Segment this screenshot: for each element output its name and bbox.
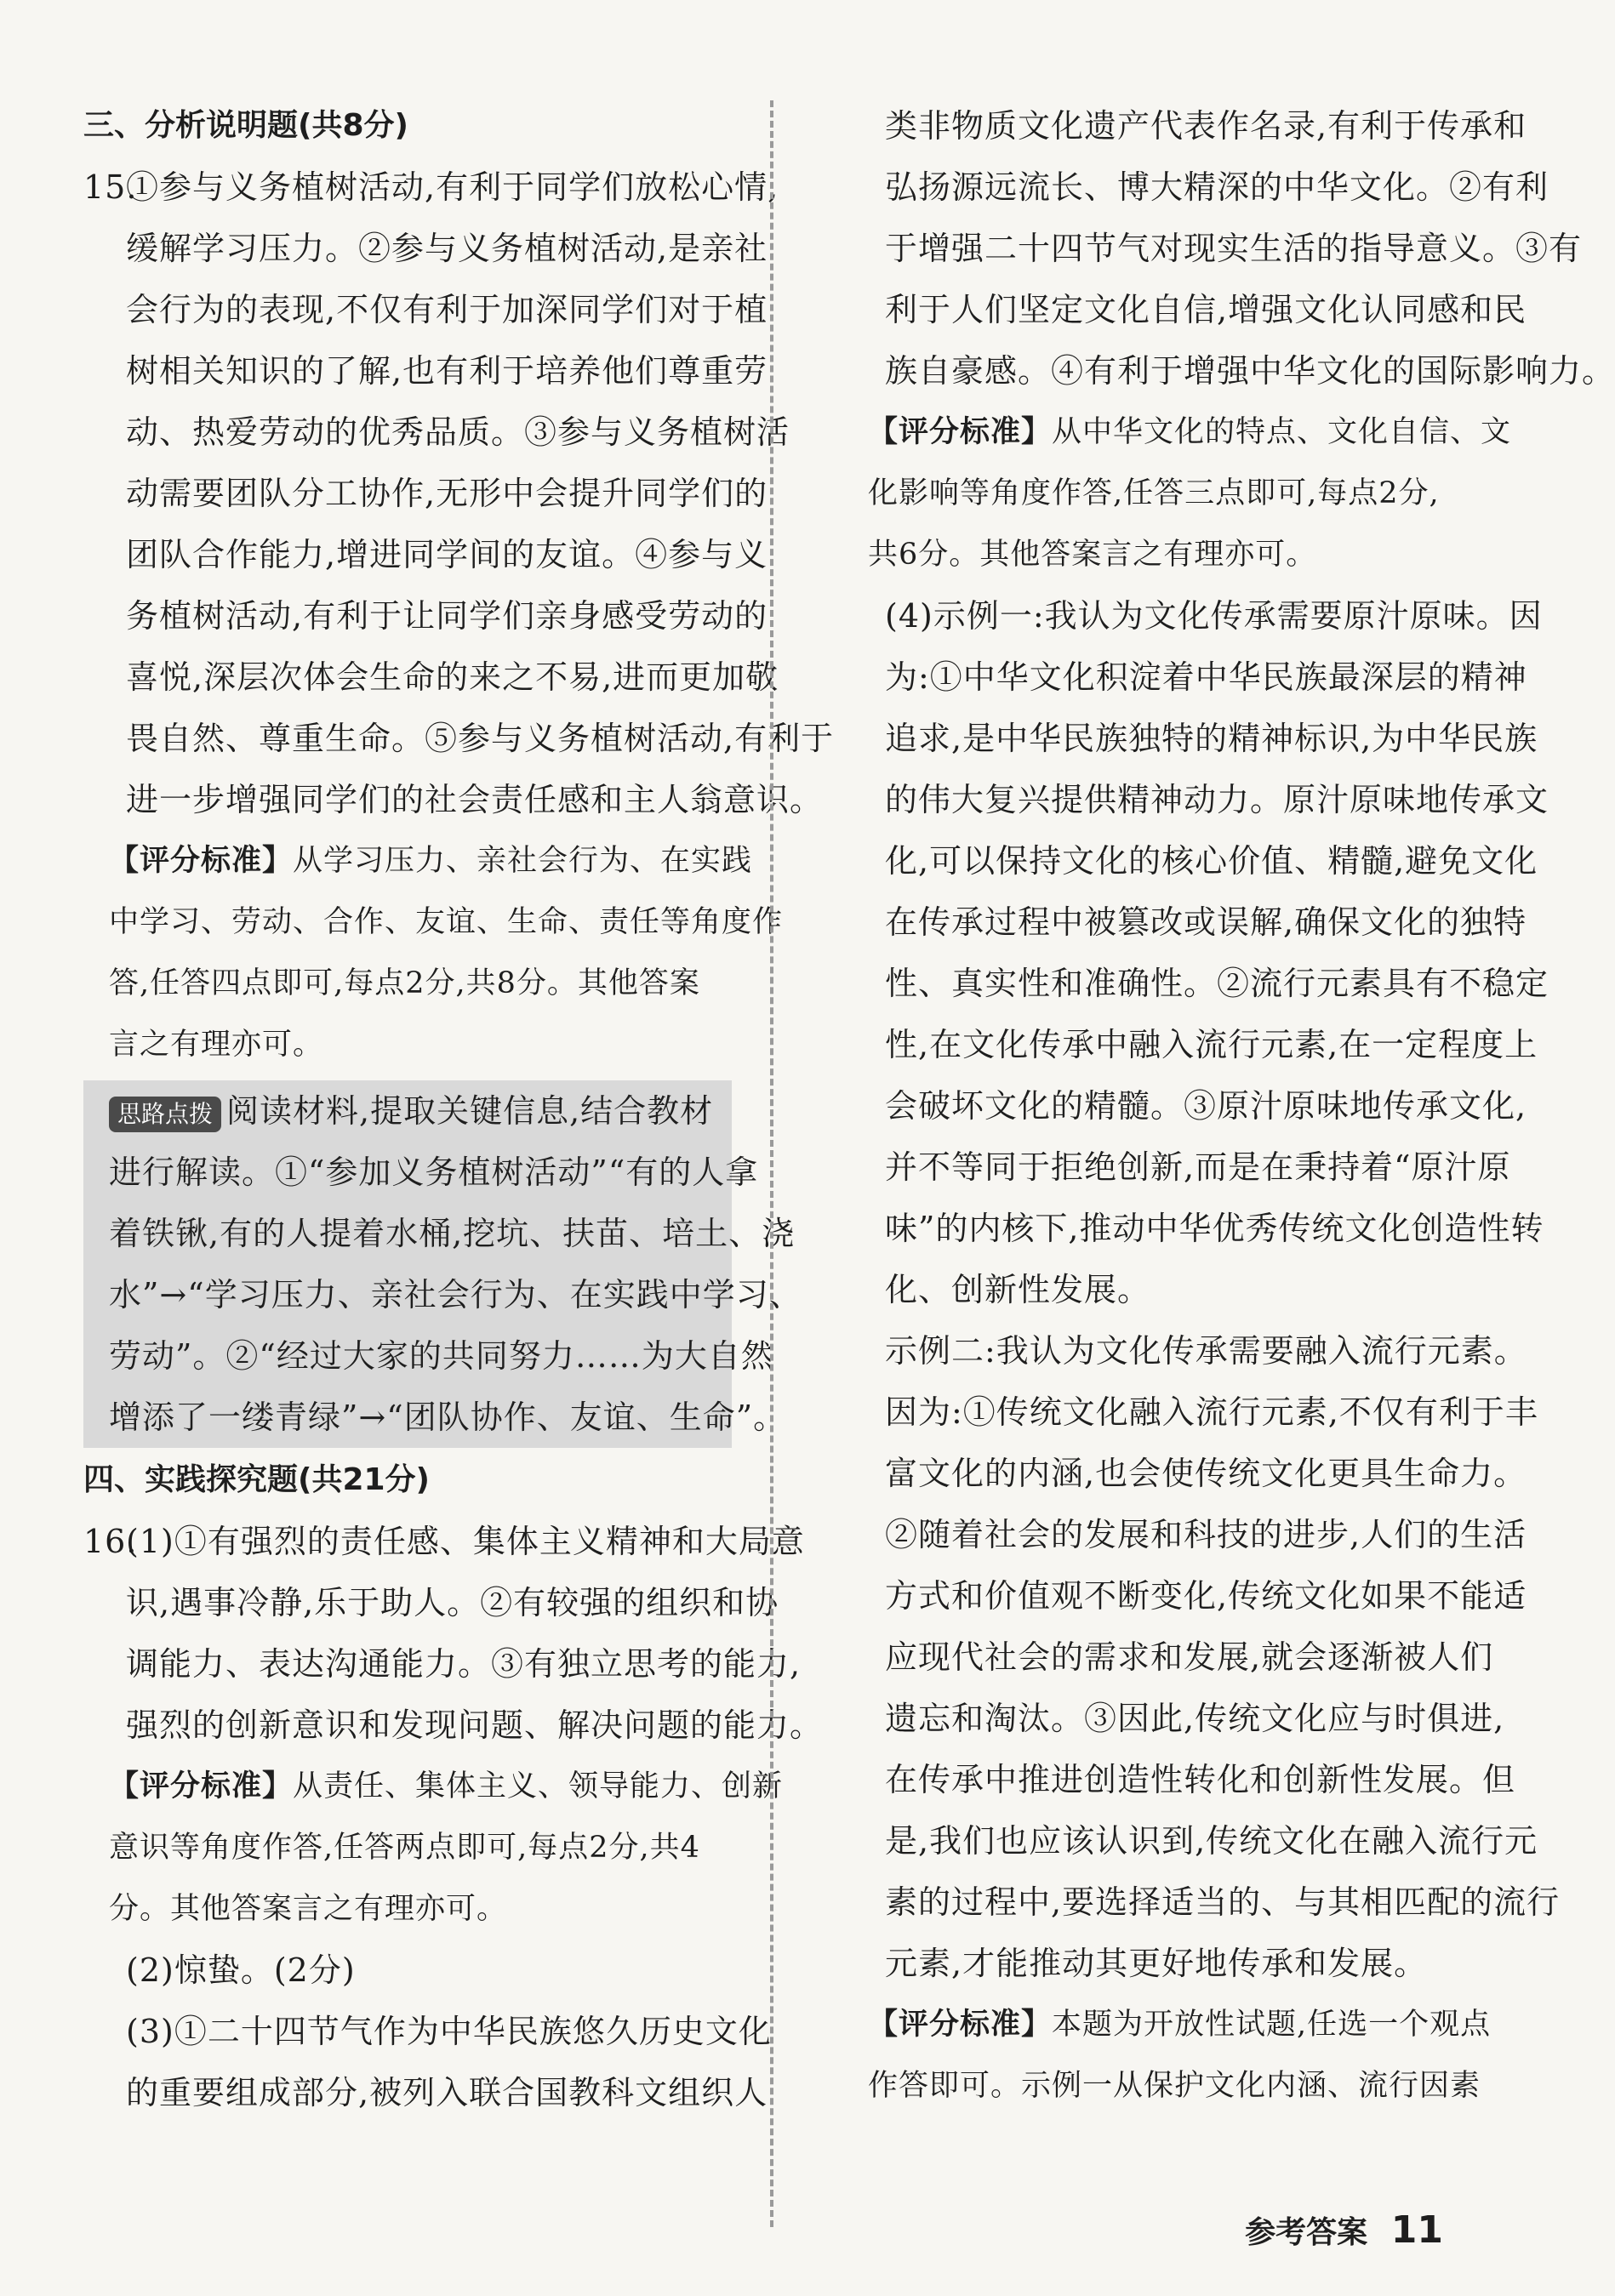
answer-line: 缓解学习压力。②参与义务植树活动,是亲社 <box>126 230 768 267</box>
scoring-criteria-line: 中学习、劳动、合作、友谊、生命、责任等角度作 <box>109 905 784 939</box>
answer-line: 遗忘和淘汰。③因此,传统文化应与时俱进, <box>885 1700 1505 1737</box>
answer-line: 味”的内核下,推动中华优秀传统文化创造性转 <box>885 1210 1544 1247</box>
section-heading: 三、分析说明题(共8分) <box>83 108 408 143</box>
answer-line: 进一步增强同学们的社会责任感和主人翁意识。 <box>126 781 824 818</box>
answer-line: 元素,才能推动其更好地传承和发展。 <box>885 1945 1428 1982</box>
answer-line: 于增强二十四节气对现实生活的指导意义。③有 <box>885 230 1583 267</box>
scoring-criteria-line <box>842 1994 1492 2055</box>
answer-line: 弘扬源远流长、博大精深的中华文化。②有利 <box>885 168 1549 206</box>
answer-line: 在传承过程中被篡改或误解,确保文化的独特 <box>885 903 1527 941</box>
answer-line: 化,可以保持文化的核心价值、精髓,避免文化 <box>885 842 1538 880</box>
question-line <box>83 1511 805 1572</box>
column-divider <box>770 100 773 2227</box>
scoring-criteria-line <box>83 830 753 892</box>
answer-line: 为:①中华文化积淀着中华民族最深层的精神 <box>885 658 1527 696</box>
answer-line: 会行为的表现,不仅有利于加深同学们对于植 <box>126 291 768 328</box>
scoring-criteria-text: 从责任、集体主义、领导能力、创新 <box>293 1769 784 1803</box>
answer-line: 强烈的创新意识和发现问题、解决问题的能力。 <box>126 1706 824 1744</box>
answer-line: 是,我们也应该认识到,传统文化在融入流行元 <box>885 1822 1538 1860</box>
answer-line: 调能力、表达沟通能力。③有独立思考的能力, <box>126 1645 802 1683</box>
hint-line: 劳动”。②“经过大家的共同努力……为大自然 <box>109 1337 774 1375</box>
answer-line: 方式和价值观不断变化,传统文化如果不能适 <box>885 1577 1527 1615</box>
question-text: (1)①有强烈的责任感、集体主义精神和大局意 <box>126 1523 805 1560</box>
answer-line: 团队合作能力,增进同学间的友谊。④参与义 <box>126 536 768 573</box>
scoring-criteria-line: 意识等角度作答,任答两点即可,每点2分,共4 <box>109 1831 700 1865</box>
answer-line: 性、真实性和准确性。②流行元素具有不稳定 <box>885 965 1549 1002</box>
answer-line: 族自豪感。④有利于增强中华文化的国际影响力。 <box>885 352 1615 390</box>
answer-line: 识,遇事冷静,乐于助人。②有较强的组织和协 <box>126 1584 779 1621</box>
answer-line: 示例二:我认为文化传承需要融入流行元素。 <box>885 1332 1527 1370</box>
scoring-criteria-tag: 【评分标准】 <box>868 415 1053 449</box>
scoring-criteria-text: 从学习压力、亲社会行为、在实践 <box>293 844 753 878</box>
scoring-criteria-text: 本题为开放性试题,任选一个观点 <box>1052 2008 1492 2042</box>
hint-line: 着铁锹,有的人提着水桶,挖坑、扶苗、培土、浇 <box>109 1215 796 1252</box>
answer-line: 喜悦,深层次体会生命的来之不易,进而更加敬 <box>126 658 779 696</box>
scoring-criteria-line: 分。其他答案言之有理亦可。 <box>109 1892 508 1926</box>
answer-line: 并不等同于拒绝创新,而是在秉持着“原汁原 <box>885 1148 1511 1186</box>
hint-line: 增添了一缕青绿”→“团队协作、友谊、生命”。 <box>109 1399 787 1436</box>
hint-box <box>83 1080 802 1448</box>
answer-line: 务植树活动,有利于让同学们亲身感受劳动的 <box>126 597 768 635</box>
question-line <box>83 157 779 218</box>
answer-line: 应现代社会的需求和发展,就会逐渐被人们 <box>885 1638 1494 1676</box>
answer-line: (4)示例一:我认为文化传承需要原汁原味。因 <box>885 597 1543 635</box>
answer-line: 利于人们坚定文化自信,增强文化认同感和民 <box>885 291 1527 328</box>
scoring-criteria-line: 作答即可。示例一从保护文化内涵、流行因素 <box>868 2069 1481 2103</box>
scoring-criteria-text: 从中华文化的特点、文化自信、文 <box>1052 415 1512 449</box>
hint-line: 进行解读。①“参加义务植树活动”“有的人拿 <box>109 1154 759 1191</box>
page-number: 11 <box>1390 2208 1443 2252</box>
question-text: ①参与义务植树活动,有利于同学们放松心情, <box>126 168 779 206</box>
page-footer <box>1245 2208 1443 2252</box>
answer-line: 会破坏文化的精髓。③原汁原味地传承文化, <box>885 1087 1527 1125</box>
scoring-criteria-tag: 【评分标准】 <box>868 2008 1053 2042</box>
scoring-criteria-tag: 【评分标准】 <box>109 844 294 878</box>
answer-line: 素的过程中,要选择适当的、与其相匹配的流行 <box>885 1883 1561 1921</box>
hint-tag: 思路点拨 <box>109 1097 221 1132</box>
answer-line: 富文化的内涵,也会使传统文化更具生命力。 <box>885 1455 1527 1492</box>
left-column <box>83 95 835 2123</box>
answer-line: (3)①二十四节气作为中华民族悠久历史文化 <box>126 2013 772 2050</box>
footer-label: 参考答案 <box>1245 2215 1368 2250</box>
question-number: 16. <box>83 1523 138 1560</box>
hint-text: 阅读材料,提取关键信息,结合教材 <box>226 1092 714 1130</box>
answer-line: 动需要团队分工协作,无形中会提升同学们的 <box>126 475 768 512</box>
answer-line: 性,在文化传承中融入流行元素,在一定程度上 <box>885 1026 1538 1063</box>
scoring-criteria-line: 答,任答四点即可,每点2分,共8分。其他答案 <box>109 966 700 1000</box>
hint-line <box>83 1080 732 1142</box>
scoring-criteria-tag: 【评分标准】 <box>109 1769 294 1803</box>
right-column <box>842 95 1615 2117</box>
answer-line: 因为:①传统文化融入流行元素,不仅有利于丰 <box>885 1393 1538 1431</box>
answer-line: ②随着社会的发展和科技的进步,人们的生活 <box>885 1516 1527 1553</box>
scoring-criteria-line: 共6分。其他答案言之有理亦可。 <box>868 538 1317 572</box>
answer-line: 类非物质文化遗产代表作名录,有利于传承和 <box>885 107 1527 145</box>
answer-line: 的重要组成部分,被列入联合国教科文组织人 <box>126 2074 768 2111</box>
answer-line: 的伟大复兴提供精神动力。原汁原味地传承文 <box>885 781 1549 818</box>
answer-line: 在传承中推进创造性转化和创新性发展。但 <box>885 1761 1516 1798</box>
answer-line: 追求,是中华民族独特的精神标识,为中华民族 <box>885 720 1538 757</box>
scoring-criteria-line: 言之有理亦可。 <box>109 1028 324 1062</box>
answer-line: 树相关知识的了解,也有利于培养他们尊重劳 <box>126 352 768 390</box>
answer-line: 动、热爱劳动的优秀品质。③参与义务植树活 <box>126 413 790 451</box>
answer-line: (2)惊蛰。(2分) <box>126 1951 356 1989</box>
scoring-criteria-line <box>842 402 1512 463</box>
question-number: 15. <box>83 168 138 206</box>
scoring-criteria-line: 化影响等角度作答,任答三点即可,每点2分, <box>868 476 1440 510</box>
scoring-criteria-line <box>83 1756 784 1817</box>
answer-line: 化、创新性发展。 <box>885 1271 1151 1308</box>
section-heading: 四、实践探究题(共21分) <box>83 1462 431 1497</box>
answer-line: 畏自然、尊重生命。⑤参与义务植树活动,有利于 <box>126 720 835 757</box>
hint-line: 水”→“学习压力、亲社会行为、在实践中学习、 <box>109 1276 802 1313</box>
